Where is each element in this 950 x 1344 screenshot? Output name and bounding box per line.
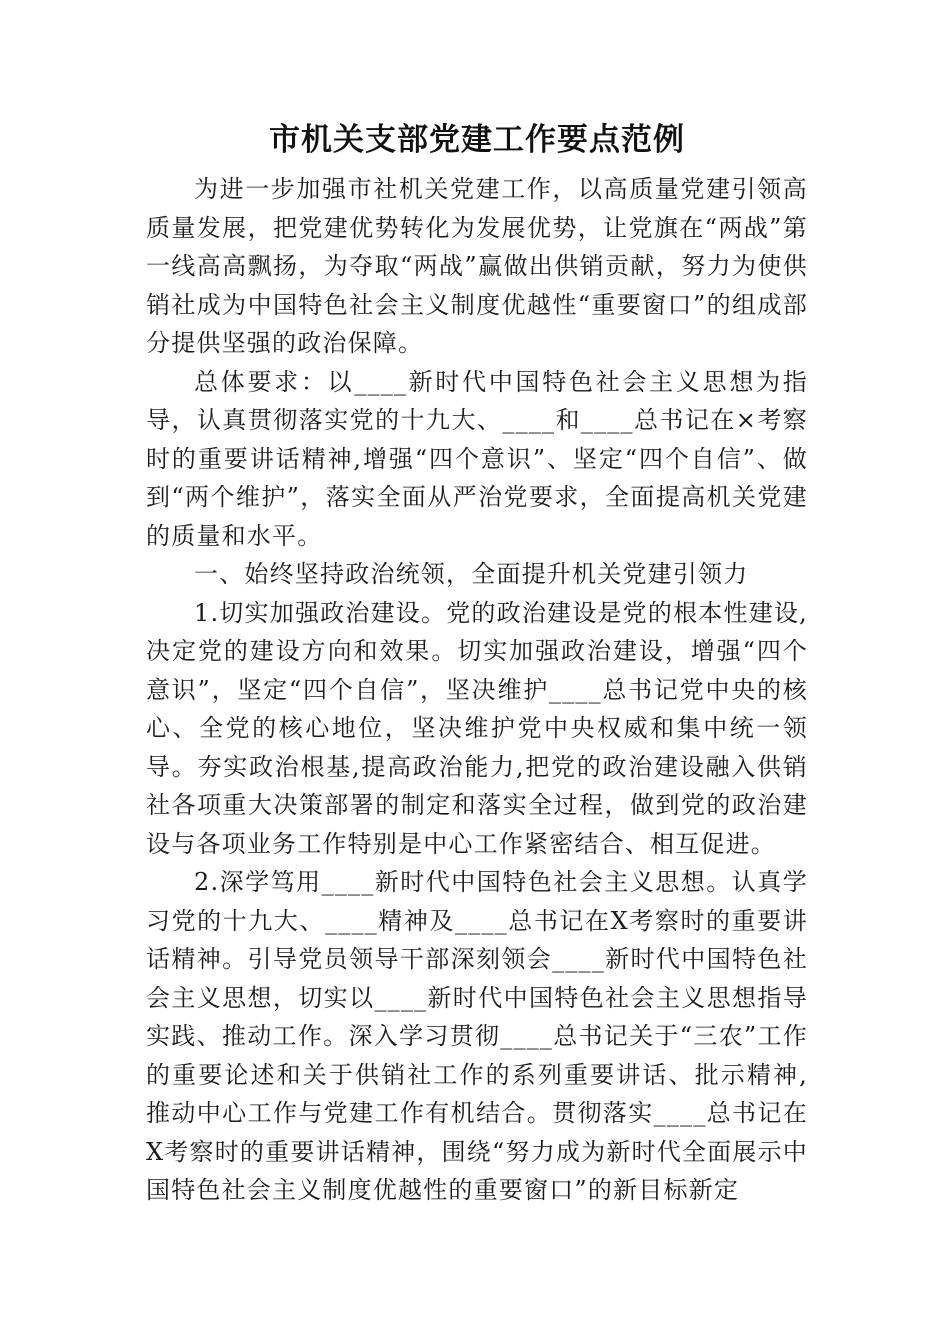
item-1-paragraph: 1.切实加强政治建设。党的政治建设是党的根本性建设,决定党的建设方向和效果。切实加强政治建设，增强“四个意识”，坚定“四个自信”，坚决维护____总书记党中央的核心、全党的核心地位，坚决维护党中央权威和集中统一领导。夯实政治根基,提高政治能力,把党的政治建设融入供销社各项重大决策部署的制定和落实全过程，做到党的政治建设与各项业务工作特别是中心工作紧密结合、相互促进。 (146, 598, 808, 858)
general-requirements-paragraph: 总体要求：以____新时代中国特色社会主义思想为指导，认真贯彻落实党的十九大、____和____总书记在×考察时的重要讲话精神,增强“四个意识”、坚定“四个自信”、做到“两个维护”，落实全面从严治党要求，全面提高机关党建的质量和水平。 (146, 367, 808, 550)
document-title: 市机关支部党建工作要点范例 (269, 122, 685, 158)
section-heading-1: 一、始终坚持政治统领，全面提升机关党建引领力 (194, 560, 749, 588)
intro-paragraph: 为进一步加强市社机关党建工作，以高质量党建引领高质量发展，把党建优势转化为发展优势，让党旗在“两战”第一线高高飘扬，为夺取“两战”赢做出供销贡献，努力为使供销社成为中国特色社会主义制度优越性“重要窗口”的组成部分提供坚强的政治保障。 (146, 175, 808, 357)
document-body (146, 112, 808, 1210)
item-2-paragraph: 2.深学笃用____新时代中国特色社会主义思想。认真学习党的十九大、____精神及____总书记在X考察时的重要讲话精神。引导党员领导干部深刻领会____新时代中国特色社会主义思想，切实以____新时代中国特色社会主义思想指导实践、推动工作。深入学习贯彻____总书记关于“三农”工作的重要论述和关于供销社工作的系列重要讲话、批示精神,推动中心工作与党建工作有机结合。贯彻落实____总书记在X考察时的重要讲话精神，围绕“努力成为新时代全面展示中国特色社会主义制度优越性的重要窗口”的新目标新定 (146, 868, 808, 1204)
